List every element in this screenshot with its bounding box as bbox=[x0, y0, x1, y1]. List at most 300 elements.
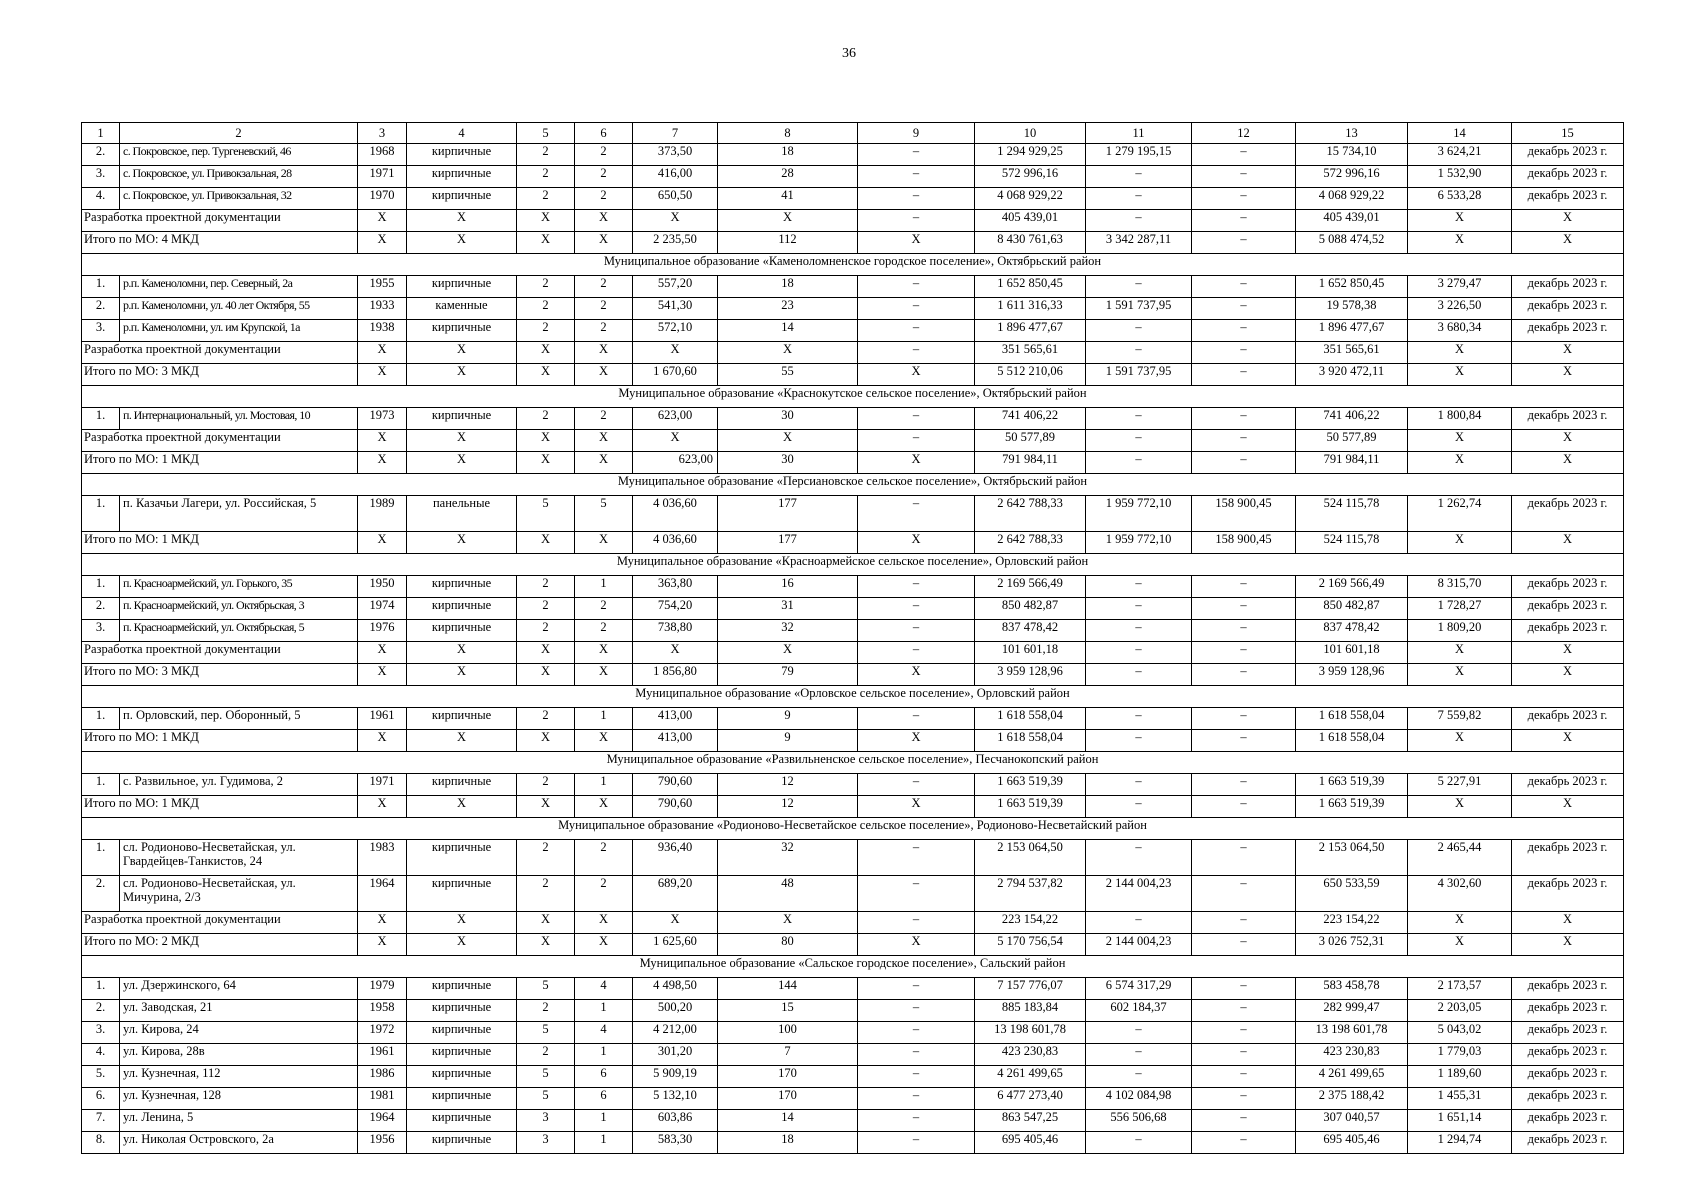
table-cell: – bbox=[1192, 774, 1296, 796]
table-cell: 1971 bbox=[358, 166, 407, 188]
table-cell: декабрь 2023 г. bbox=[1512, 188, 1624, 210]
building-address: с. Покровское, ул. Привокзальная, 32 bbox=[120, 188, 358, 210]
table-cell: – bbox=[1192, 876, 1296, 912]
table-cell: – bbox=[1086, 774, 1192, 796]
summary-cell: 79 bbox=[718, 664, 858, 686]
summary-cell: 790,60 bbox=[633, 796, 718, 818]
table-cell: 1974 bbox=[358, 598, 407, 620]
table-cell: 15 734,10 bbox=[1296, 144, 1408, 166]
page-number: 36 bbox=[842, 46, 856, 61]
summary-cell: 12 bbox=[718, 796, 858, 818]
summary-cell: X bbox=[1408, 730, 1512, 752]
table-cell: 158 900,45 bbox=[1192, 496, 1296, 532]
summary-cell: – bbox=[1086, 210, 1192, 232]
building-address: р.п. Каменоломни, ул. им Крупской, 1а bbox=[120, 320, 358, 342]
table-cell: 2 169 566,49 bbox=[1296, 576, 1408, 598]
building-row bbox=[82, 188, 1624, 210]
table-cell: 2 bbox=[575, 408, 633, 430]
row-number: 3. bbox=[82, 166, 120, 188]
table-cell: 556 506,68 bbox=[1086, 1110, 1192, 1132]
column-number-4: 4 bbox=[407, 123, 517, 144]
summary-cell: X bbox=[633, 430, 718, 452]
table-cell: 1 959 772,10 bbox=[1086, 496, 1192, 532]
summary-cell: X bbox=[407, 934, 517, 956]
table-cell: 5 bbox=[517, 1088, 575, 1110]
table-cell: 1 bbox=[575, 774, 633, 796]
summary-cell: X bbox=[407, 430, 517, 452]
row-number: 1. bbox=[82, 840, 120, 876]
summary-cell: 791 984,11 bbox=[1296, 452, 1408, 474]
table-cell: 1 bbox=[575, 1132, 633, 1154]
table-cell: – bbox=[1192, 1000, 1296, 1022]
table-cell: 936,40 bbox=[633, 840, 718, 876]
table-cell: 2 bbox=[517, 144, 575, 166]
table-cell: – bbox=[1086, 166, 1192, 188]
summary-cell: – bbox=[1086, 430, 1192, 452]
table-cell: 850 482,87 bbox=[1296, 598, 1408, 620]
table-cell: 363,80 bbox=[633, 576, 718, 598]
table-cell: 572,10 bbox=[633, 320, 718, 342]
table-cell: – bbox=[1086, 188, 1192, 210]
building-address: с. Покровское, ул. Привокзальная, 28 bbox=[120, 166, 358, 188]
table-cell: – bbox=[858, 620, 975, 642]
row-number: 5. bbox=[82, 1066, 120, 1088]
section-header-row bbox=[82, 818, 1624, 840]
summary-cell: – bbox=[1192, 642, 1296, 664]
building-row bbox=[82, 496, 1624, 532]
table-cell: – bbox=[858, 188, 975, 210]
table-cell: 2 bbox=[575, 144, 633, 166]
table-cell: – bbox=[858, 576, 975, 598]
summary-cell: X bbox=[1408, 796, 1512, 818]
table-cell: 557,20 bbox=[633, 276, 718, 298]
table-cell: кирпичные bbox=[407, 1110, 517, 1132]
table-cell: 741 406,22 bbox=[1296, 408, 1408, 430]
summary-cell: X bbox=[407, 452, 517, 474]
table-cell: 754,20 bbox=[633, 598, 718, 620]
summary-cell: X bbox=[407, 210, 517, 232]
table-cell: декабрь 2023 г. bbox=[1512, 1022, 1624, 1044]
summary-cell: X bbox=[718, 642, 858, 664]
summary-cell: X bbox=[517, 730, 575, 752]
building-row bbox=[82, 144, 1624, 166]
summary-cell: X bbox=[1512, 934, 1624, 956]
table-cell: 5 bbox=[517, 978, 575, 1000]
table-cell: декабрь 2023 г. bbox=[1512, 1044, 1624, 1066]
table-cell: 373,50 bbox=[633, 144, 718, 166]
table-cell: 282 999,47 bbox=[1296, 1000, 1408, 1022]
table-cell: кирпичные bbox=[407, 620, 517, 642]
table-cell: 2 bbox=[575, 320, 633, 342]
table-cell: 2 bbox=[517, 876, 575, 912]
row-number: 4. bbox=[82, 188, 120, 210]
summary-cell: X bbox=[517, 664, 575, 686]
section-header-row bbox=[82, 554, 1624, 576]
table-cell: – bbox=[1086, 708, 1192, 730]
summary-cell: – bbox=[1192, 912, 1296, 934]
table-cell: – bbox=[858, 876, 975, 912]
table-cell: 3 bbox=[517, 1132, 575, 1154]
summary-cell: X bbox=[633, 642, 718, 664]
summary-cell: 5 512 210,06 bbox=[975, 364, 1086, 386]
summary-cell: X bbox=[517, 430, 575, 452]
summary-cell: 1 591 737,95 bbox=[1086, 364, 1192, 386]
row-number: 1. bbox=[82, 708, 120, 730]
table-cell: – bbox=[858, 708, 975, 730]
summary-label: Разработка проектной документации bbox=[82, 342, 358, 364]
table-cell: 1 279 195,15 bbox=[1086, 144, 1192, 166]
summary-cell: 524 115,78 bbox=[1296, 532, 1408, 554]
table-cell: – bbox=[1192, 1044, 1296, 1066]
table-cell: 177 bbox=[718, 496, 858, 532]
table-cell: кирпичные bbox=[407, 144, 517, 166]
column-number-10: 10 bbox=[975, 123, 1086, 144]
summary-cell: 1 618 558,04 bbox=[975, 730, 1086, 752]
table-cell: 2 153 064,50 bbox=[975, 840, 1086, 876]
building-row bbox=[82, 1044, 1624, 1066]
summary-cell: – bbox=[1192, 796, 1296, 818]
summary-cell: X bbox=[1408, 232, 1512, 254]
table-cell: 423 230,83 bbox=[1296, 1044, 1408, 1066]
table-cell: 6 bbox=[575, 1088, 633, 1110]
table-cell: декабрь 2023 г. bbox=[1512, 496, 1624, 532]
summary-row bbox=[82, 452, 1624, 474]
table-cell: каменные bbox=[407, 298, 517, 320]
summary-cell: X bbox=[407, 664, 517, 686]
row-number: 3. bbox=[82, 620, 120, 642]
summary-cell: X bbox=[1408, 452, 1512, 474]
summary-cell: X bbox=[858, 364, 975, 386]
table-cell: декабрь 2023 г. bbox=[1512, 276, 1624, 298]
summary-cell: 405 439,01 bbox=[975, 210, 1086, 232]
building-address: ул. Николая Островского, 2а bbox=[120, 1132, 358, 1154]
section-title: Муниципальное образование «Краснокутское сельское поселение», Октябрьский район bbox=[82, 386, 1624, 408]
table-cell: 413,00 bbox=[633, 708, 718, 730]
table-cell: кирпичные bbox=[407, 876, 517, 912]
table-cell: кирпичные bbox=[407, 408, 517, 430]
table-cell: 2 144 004,23 bbox=[1086, 876, 1192, 912]
row-number: 2. bbox=[82, 298, 120, 320]
table-cell: 3 680,34 bbox=[1408, 320, 1512, 342]
table-cell: 7 157 776,07 bbox=[975, 978, 1086, 1000]
table-cell: – bbox=[1192, 1066, 1296, 1088]
table-cell: 2 bbox=[575, 876, 633, 912]
table-cell: 4 261 499,65 bbox=[1296, 1066, 1408, 1088]
table-cell: – bbox=[1192, 408, 1296, 430]
summary-cell: 3 342 287,11 bbox=[1086, 232, 1192, 254]
table-cell: 850 482,87 bbox=[975, 598, 1086, 620]
table-cell: 18 bbox=[718, 276, 858, 298]
table-cell: 14 bbox=[718, 320, 858, 342]
building-row bbox=[82, 1022, 1624, 1044]
summary-cell: X bbox=[575, 232, 633, 254]
summary-cell: X bbox=[358, 452, 407, 474]
summary-row bbox=[82, 342, 1624, 364]
summary-cell: X bbox=[1408, 430, 1512, 452]
table-cell: 7 559,82 bbox=[1408, 708, 1512, 730]
table-cell: 4 261 499,65 bbox=[975, 1066, 1086, 1088]
summary-cell: X bbox=[858, 934, 975, 956]
table-cell: кирпичные bbox=[407, 1022, 517, 1044]
table-cell: – bbox=[1086, 1022, 1192, 1044]
table-cell: 170 bbox=[718, 1066, 858, 1088]
table-cell: 1 651,14 bbox=[1408, 1110, 1512, 1132]
table-cell: – bbox=[1192, 978, 1296, 1000]
summary-cell: 3 026 752,31 bbox=[1296, 934, 1408, 956]
summary-cell: 55 bbox=[718, 364, 858, 386]
table-cell: декабрь 2023 г. bbox=[1512, 166, 1624, 188]
table-cell: кирпичные bbox=[407, 1132, 517, 1154]
summary-cell: 177 bbox=[718, 532, 858, 554]
summary-cell: X bbox=[575, 934, 633, 956]
section-title: Муниципальное образование «Развильненское сельское поселение», Песчанокопский район bbox=[82, 752, 1624, 774]
table-cell: 1 bbox=[575, 1110, 633, 1132]
table-cell: 2 bbox=[575, 298, 633, 320]
summary-cell: 4 036,60 bbox=[633, 532, 718, 554]
table-cell: 1964 bbox=[358, 876, 407, 912]
table-cell: 18 bbox=[718, 1132, 858, 1154]
table-cell: – bbox=[1192, 166, 1296, 188]
summary-label: Разработка проектной документации bbox=[82, 430, 358, 452]
section-header-row bbox=[82, 386, 1624, 408]
summary-cell: X bbox=[858, 730, 975, 752]
table-cell: 4 068 929,22 bbox=[975, 188, 1086, 210]
summary-cell: X bbox=[858, 232, 975, 254]
summary-cell: X bbox=[1512, 664, 1624, 686]
table-cell: 837 478,42 bbox=[1296, 620, 1408, 642]
table-cell: кирпичные bbox=[407, 978, 517, 1000]
table-cell: 423 230,83 bbox=[975, 1044, 1086, 1066]
table-cell: 1 262,74 bbox=[1408, 496, 1512, 532]
summary-cell: X bbox=[358, 912, 407, 934]
row-number: 4. bbox=[82, 1044, 120, 1066]
building-row bbox=[82, 876, 1624, 912]
table-cell: 5 bbox=[517, 1066, 575, 1088]
summary-cell: X bbox=[358, 364, 407, 386]
table-cell: 1 294,74 bbox=[1408, 1132, 1512, 1154]
table-cell: 1956 bbox=[358, 1132, 407, 1154]
summary-cell: X bbox=[858, 532, 975, 554]
table-cell: – bbox=[858, 598, 975, 620]
table-cell: 790,60 bbox=[633, 774, 718, 796]
table-cell: 7 bbox=[718, 1044, 858, 1066]
table-cell: 5 043,02 bbox=[1408, 1022, 1512, 1044]
table-cell: 1979 bbox=[358, 978, 407, 1000]
table-cell: 1 618 558,04 bbox=[1296, 708, 1408, 730]
table-cell: – bbox=[858, 1066, 975, 1088]
table-cell: 2 169 566,49 bbox=[975, 576, 1086, 598]
building-address: сл. Родионово-Несветайская, ул. Мичурина, 2/3 bbox=[120, 876, 358, 912]
table-cell: 623,00 bbox=[633, 408, 718, 430]
summary-cell: X bbox=[407, 796, 517, 818]
summary-cell: X bbox=[1512, 232, 1624, 254]
table-cell: 2 bbox=[575, 166, 633, 188]
table-cell: 2 bbox=[517, 188, 575, 210]
building-row bbox=[82, 408, 1624, 430]
table-cell: – bbox=[858, 1132, 975, 1154]
column-number-13: 13 bbox=[1296, 123, 1408, 144]
summary-cell: X bbox=[1512, 452, 1624, 474]
table-cell: 2 bbox=[517, 408, 575, 430]
section-title: Муниципальное образование «Каменоломненское городское поселение», Октябрьский район bbox=[82, 254, 1624, 276]
summary-cell: X bbox=[358, 232, 407, 254]
table-cell: – bbox=[858, 166, 975, 188]
table-cell: 541,30 bbox=[633, 298, 718, 320]
summary-cell: X bbox=[358, 210, 407, 232]
table-cell: 1 896 477,67 bbox=[1296, 320, 1408, 342]
table-cell: 9 bbox=[718, 708, 858, 730]
building-row bbox=[82, 1000, 1624, 1022]
summary-cell: 1 670,60 bbox=[633, 364, 718, 386]
building-address: р.п. Каменоломни, пер. Северный, 2а bbox=[120, 276, 358, 298]
table-cell: 1964 bbox=[358, 1110, 407, 1132]
building-address: ул. Ленина, 5 bbox=[120, 1110, 358, 1132]
summary-cell: X bbox=[1512, 912, 1624, 934]
building-row bbox=[82, 298, 1624, 320]
building-row bbox=[82, 1066, 1624, 1088]
table-cell: 1955 bbox=[358, 276, 407, 298]
building-row bbox=[82, 166, 1624, 188]
table-cell: 307 040,57 bbox=[1296, 1110, 1408, 1132]
table-cell: 1 bbox=[575, 1044, 633, 1066]
table-cell: 695 405,46 bbox=[1296, 1132, 1408, 1154]
table-cell: 2 bbox=[575, 188, 633, 210]
summary-cell: X bbox=[517, 532, 575, 554]
building-row bbox=[82, 598, 1624, 620]
table-cell: 2 bbox=[517, 1044, 575, 1066]
table-cell: декабрь 2023 г. bbox=[1512, 1000, 1624, 1022]
table-cell: 15 bbox=[718, 1000, 858, 1022]
table-cell: 4 068 929,22 bbox=[1296, 188, 1408, 210]
building-row bbox=[82, 576, 1624, 598]
building-address: п. Красноармейский, ул. Октябрьская, 5 bbox=[120, 620, 358, 642]
table-cell: 1970 bbox=[358, 188, 407, 210]
summary-cell: X bbox=[633, 342, 718, 364]
table-cell: 741 406,22 bbox=[975, 408, 1086, 430]
table-cell: 1 652 850,45 bbox=[1296, 276, 1408, 298]
building-address: ул. Кузнечная, 128 bbox=[120, 1088, 358, 1110]
building-row bbox=[82, 978, 1624, 1000]
summary-cell: – bbox=[1192, 430, 1296, 452]
summary-cell: X bbox=[358, 664, 407, 686]
table-cell: – bbox=[1086, 1044, 1192, 1066]
summary-cell: X bbox=[407, 232, 517, 254]
summary-cell: 223 154,22 bbox=[1296, 912, 1408, 934]
table-cell: – bbox=[858, 840, 975, 876]
summary-cell: X bbox=[575, 342, 633, 364]
summary-cell: X bbox=[718, 430, 858, 452]
summary-cell: – bbox=[858, 210, 975, 232]
table-cell: – bbox=[1192, 708, 1296, 730]
summary-cell: – bbox=[1192, 452, 1296, 474]
table-cell: – bbox=[858, 1000, 975, 1022]
summary-cell: 791 984,11 bbox=[975, 452, 1086, 474]
table-cell: 2 bbox=[575, 598, 633, 620]
table-cell: кирпичные bbox=[407, 598, 517, 620]
summary-cell: X bbox=[575, 912, 633, 934]
table-cell: 32 bbox=[718, 620, 858, 642]
summary-cell: 405 439,01 bbox=[1296, 210, 1408, 232]
summary-row bbox=[82, 642, 1624, 664]
table-cell: – bbox=[1192, 1110, 1296, 1132]
building-row bbox=[82, 1110, 1624, 1132]
table-cell: 2 bbox=[517, 166, 575, 188]
table-cell: – bbox=[1086, 620, 1192, 642]
summary-cell: X bbox=[575, 664, 633, 686]
row-number: 2. bbox=[82, 1000, 120, 1022]
table-cell: 5 bbox=[517, 1022, 575, 1044]
summary-cell: X bbox=[517, 210, 575, 232]
summary-cell: X bbox=[358, 532, 407, 554]
table-cell: 2 bbox=[517, 320, 575, 342]
summary-cell: – bbox=[858, 912, 975, 934]
table-cell: 837 478,42 bbox=[975, 620, 1086, 642]
table-cell: 5 909,19 bbox=[633, 1066, 718, 1088]
summary-cell: X bbox=[517, 912, 575, 934]
table-cell: 4 102 084,98 bbox=[1086, 1088, 1192, 1110]
summary-row bbox=[82, 912, 1624, 934]
table-cell: – bbox=[858, 496, 975, 532]
column-number-5: 5 bbox=[517, 123, 575, 144]
table-cell: – bbox=[1192, 1132, 1296, 1154]
building-address: сл. Родионово-Несветайская, ул. Гвардейцев-Танкистов, 24 bbox=[120, 840, 358, 876]
column-number-15: 15 bbox=[1512, 123, 1624, 144]
table-cell: – bbox=[1086, 840, 1192, 876]
summary-cell: – bbox=[1192, 730, 1296, 752]
summary-cell: X bbox=[1408, 664, 1512, 686]
building-address: п. Красноармейский, ул. Октябрьская, 3 bbox=[120, 598, 358, 620]
table-cell: 500,20 bbox=[633, 1000, 718, 1022]
summary-cell: X bbox=[575, 210, 633, 232]
summary-cell: X bbox=[1512, 210, 1624, 232]
summary-label: Разработка проектной документации bbox=[82, 210, 358, 232]
summary-row bbox=[82, 532, 1624, 554]
table-cell: 18 bbox=[718, 144, 858, 166]
table-cell: – bbox=[858, 298, 975, 320]
table-cell: 650,50 bbox=[633, 188, 718, 210]
table-cell: 695 405,46 bbox=[975, 1132, 1086, 1154]
summary-cell: – bbox=[1086, 342, 1192, 364]
summary-cell: X bbox=[407, 532, 517, 554]
table-cell: – bbox=[1192, 840, 1296, 876]
table-cell: 1933 bbox=[358, 298, 407, 320]
table-cell: 2 bbox=[575, 276, 633, 298]
table-cell: – bbox=[858, 978, 975, 1000]
summary-cell: X bbox=[575, 642, 633, 664]
summary-label: Итого по МО: 1 МКД bbox=[82, 796, 358, 818]
summary-cell: 30 bbox=[718, 452, 858, 474]
table-cell: – bbox=[1086, 576, 1192, 598]
table-cell: 1 bbox=[575, 576, 633, 598]
summary-label: Итого по МО: 2 МКД bbox=[82, 934, 358, 956]
table-cell: 1 896 477,67 bbox=[975, 320, 1086, 342]
table-cell: – bbox=[1192, 1088, 1296, 1110]
table-cell: 885 183,84 bbox=[975, 1000, 1086, 1022]
summary-row bbox=[82, 664, 1624, 686]
summary-cell: 2 144 004,23 bbox=[1086, 934, 1192, 956]
table-cell: 1 532,90 bbox=[1408, 166, 1512, 188]
table-cell: декабрь 2023 г. bbox=[1512, 298, 1624, 320]
summary-label: Итого по МО: 1 МКД bbox=[82, 532, 358, 554]
table-cell: 1 611 316,33 bbox=[975, 298, 1086, 320]
row-number: 3. bbox=[82, 320, 120, 342]
row-number: 8. bbox=[82, 1132, 120, 1154]
summary-cell: X bbox=[575, 796, 633, 818]
table-cell: – bbox=[1192, 276, 1296, 298]
summary-cell: X bbox=[633, 912, 718, 934]
table-cell: 19 578,38 bbox=[1296, 298, 1408, 320]
table-cell: – bbox=[858, 1044, 975, 1066]
